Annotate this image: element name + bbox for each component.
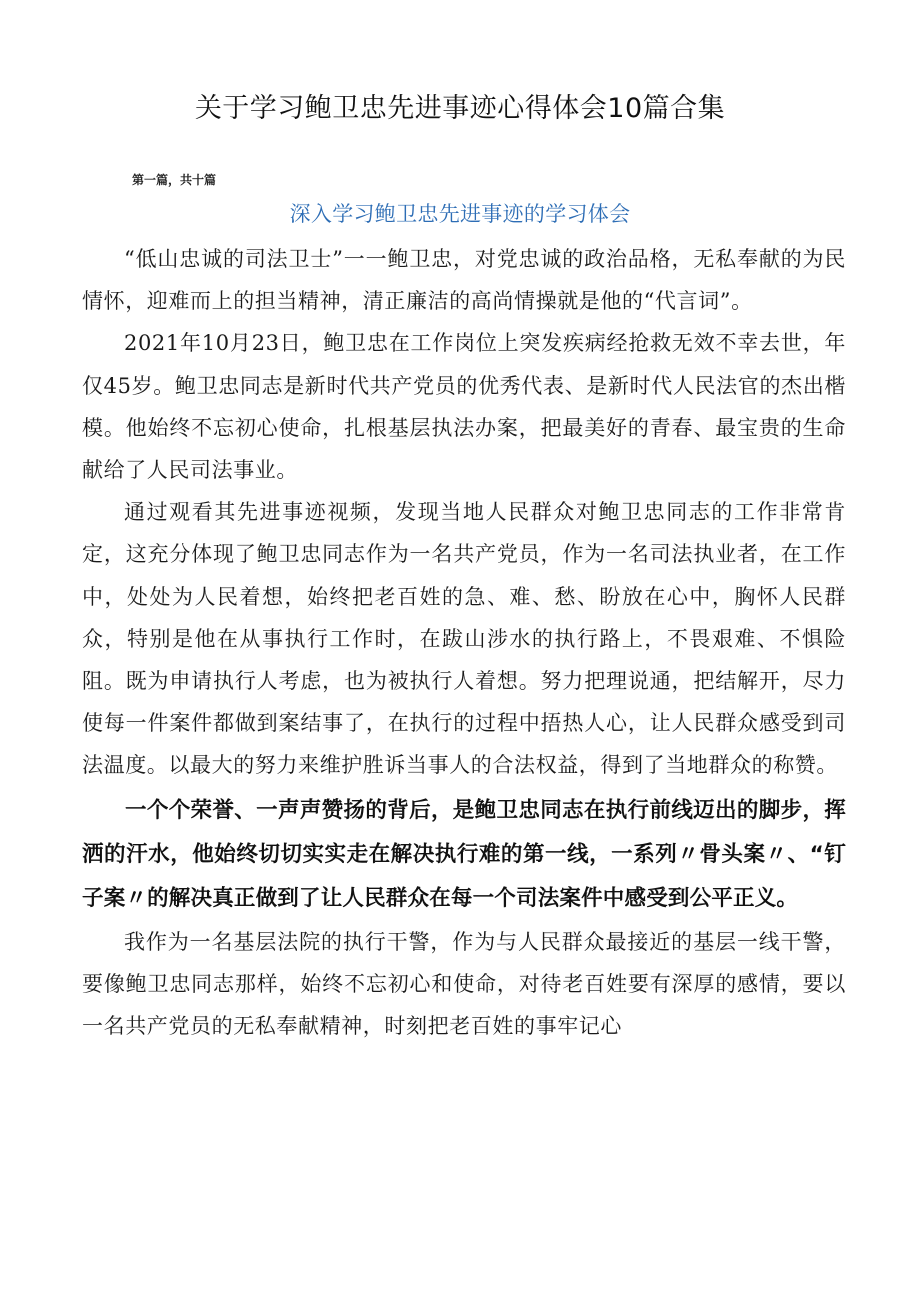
paragraph-emphasis: 一个个荣誉、一声声赞扬的背后，是鲍卫忠同志在执行前线迈出的脚步，挥洒的汗水，他始终切切实实走在解决执行难的第一线，一系列〃骨头案〃、“钉子案〃的解决真正做到了让人民群众在每一个司法案件中感受到公平正义。 (82, 797, 846, 911)
paragraph: 我作为一名基层法院的执行干警，作为与人民群众最接近的基层一线干警，要像鲍卫忠同志那样，始终不忘初心和使命，对待老百姓要有深厚的感情，要以一名共产党员的无私奉献精神，时刻把老百姓的事牢记心 (82, 929, 846, 1039)
part-label: 第一篇，共十篇 (132, 173, 217, 187)
paragraph: “低山忠诚的司法卫士”一一鲍卫忠，对党忠诚的政治品格，无私奉献的为民情怀，迎难而上的担当精神，清正廉洁的高尚情操就是他的“代言词”。 (82, 247, 846, 314)
paragraph: 通过观看其先进事迹视频，发现当地人民群众对鲍卫忠同志的工作非常肯定，这充分体现了鲍卫忠同志作为一名共产党员，作为一名司法执业者，在工作中，处处为人民着想，始终把老百姓的急、难、愁、盼放在心中，胸怀人民群众，特别是他在从事执行工作时，在跋山涉水的执行路上，不畏艰难、不惧险阻。既为申请执行人考虑，也为被执行人着想。努力把理说通，把结解开，尽力使每一件案件都做到案结事了，在执行的过程中捂热人心，让人民群众感受到司法温度。以最大的努力来维护胜诉当事人的合法权益，得到了当地群众的称赞。 (82, 500, 846, 778)
document-title: 关于学习鲍卫忠先进事迹心得体会10篇合集 (194, 93, 726, 124)
article-title: 深入学习鲍卫忠先进事迹的学习体会 (289, 202, 631, 226)
paragraph: 2021年10月23日，鲍卫忠在工作岗位上突发疾病经抢救无效不幸去世，年仅45岁。鲍卫忠同志是新时代共产党员的优秀代表、是新时代人民法官的杰出楷模。他始终不忘初心使命，扎根基层执法办案，把最美好的青春、最宝贵的生命献给了人民司法事业。 (82, 331, 846, 483)
article-body (82, 238, 846, 1047)
